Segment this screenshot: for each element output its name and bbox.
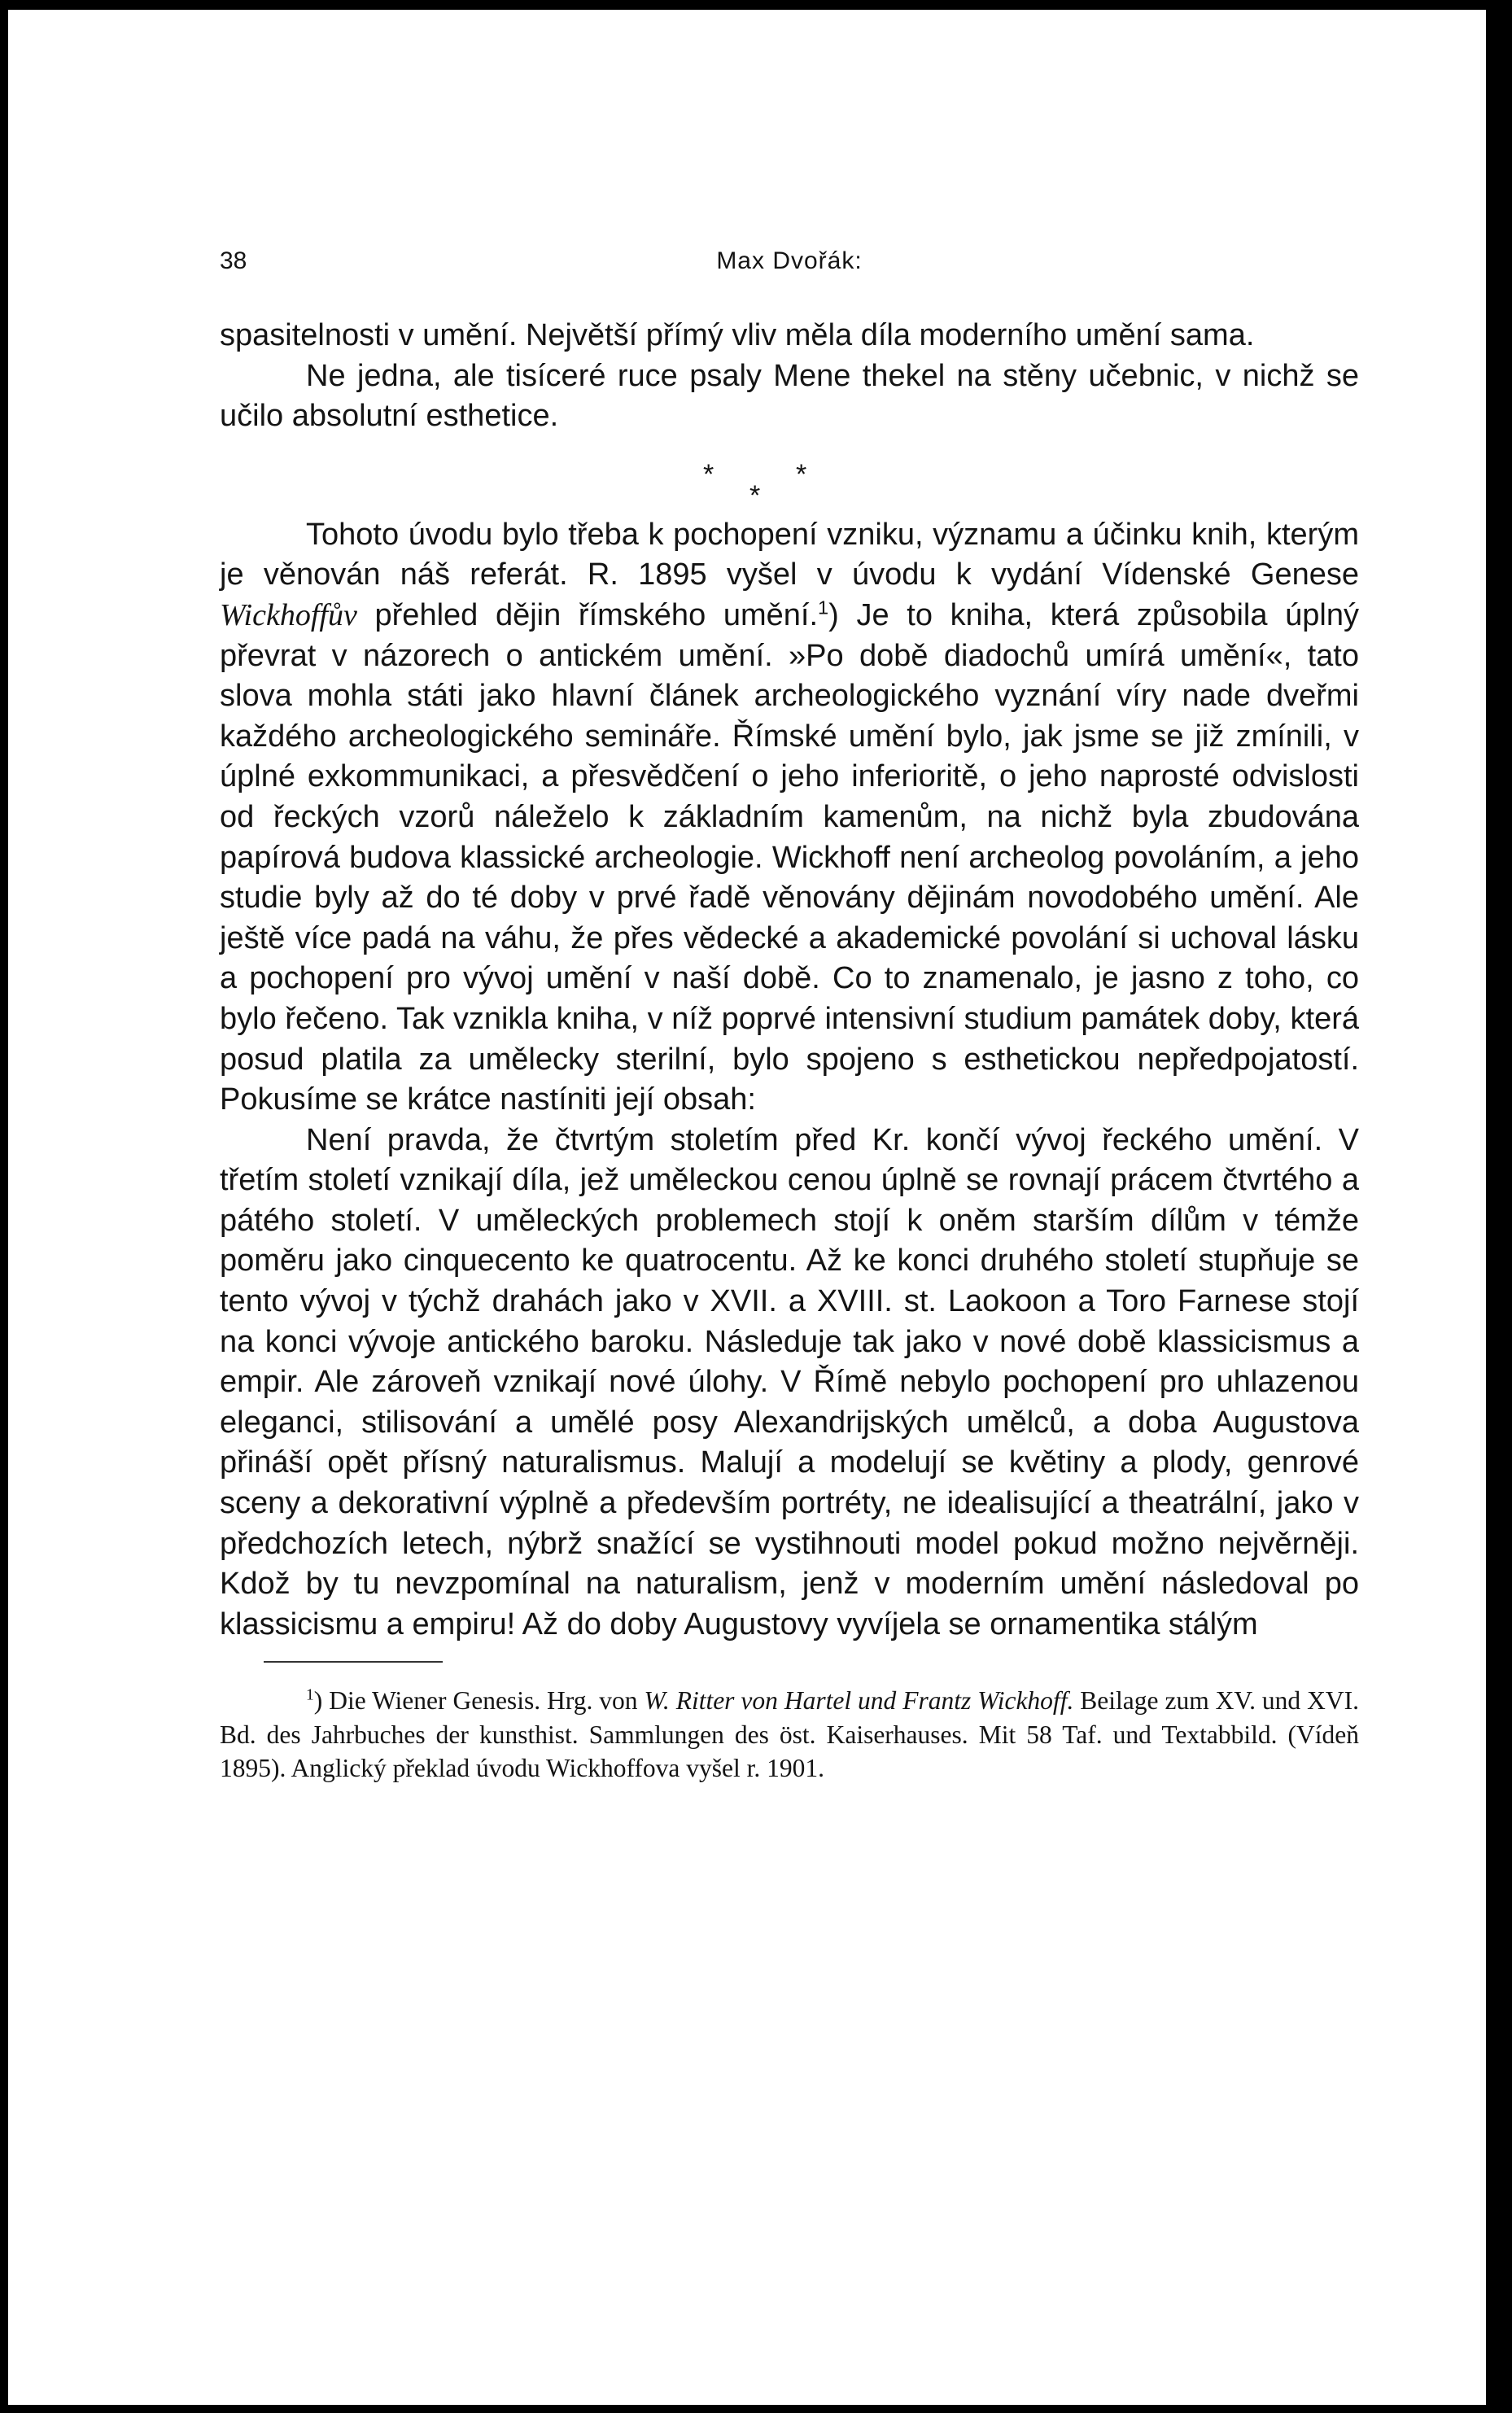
paragraph-4: Není pravda, že čtvrtým stoletím před Kr. končí vývoj řeckého umění. V třetím století vznikají díla, jež uměleckou cenou úplně se rovnají prácem čtvrtého a pátého století. V uměleckých problemech stojí k oněm starším dílům v témže poměru jako cinquecento ke quatrocentu. Až ke konci druhého století stupňuje se tento vývoj v týchž drahách jako v XVII. a XVIII. st. Laokoon a Toro Farnese stojí na konci vývoje antického baroku. Následuje tak jako v nové době klassicismus a empir. Ale zároveň vznikají nové úlohy. V Římě nebylo pochopení pro uhlazenou eleganci, stilisování a umělé posy Alexandrijských umělců, a doba Augustova přináší opět přísný naturalismus. Malují a modelují se květiny a plody, genrové sceny a dekorativní výplně a především portréty, ne idealisující a theatrální, jako v předchozích letech, nýbrž snažící se vystihnouti model pokud možno nejvěrněji. Kdož by tu nevzpomínal na naturalism, jenž v moderním umění následoval po klassicismu a empiru! Až do doby Augustovy vyvíjela se ornamentika stálým [220,1122,1359,1641]
paragraph-3-rest: ) Je to kniha, která způsobila úplný převrat v názorech o antickém umění. »Po době diadochů umírá umění«, tato slova mohla státi jako hlavní článek archeologického vyznání víry nade dveřmi každého archeologického semináře. Římské umění bylo, jak jsme se již zmínili, v úplné exkommunikaci, a přesvědčení o jeho inferioritě, o jeho naprosté odvislosti od řeckých vzorů náleželo k základním kamenům, na nichž byla zbudována papírová budova klassické archeologie. Wickhoff není archeolog povoláním, a jeho studie byly až do té doby v prvé řadě věnovány dějinám novodobého umění. Ale ještě více padá na váhu, že přes vědecké a akademické povolání si uchoval lásku a pochopení pro vývoj umění v naší době. Co to znamenalo, je jasno z toho, co bylo řečeno. Tak vznikla kniha, v níž poprvé intensivní studium památek doby, která posud platila za umělecky sterilní, bylo spojeno s esthetickou nepředpojatostí. Pokusíme se krátce nastíniti její obsah: [220,597,1359,1117]
running-title: Max Dvořák: [716,247,863,274]
scan-border-bottom [0,2405,1512,2413]
main-text [220,316,1359,1645]
author-name-italic: Wickhoffův [220,597,357,632]
paragraph-3-mid: přehled dějin římského umění. [356,597,819,632]
separator-star: * [703,458,714,490]
footnote-editors-italic: W. Ritter von Hartel und Frantz Wickhoff. [644,1686,1074,1716]
footnote-divider [264,1661,443,1663]
footnote-part-2: Beilage zum XV. und XVI. Bd. des Jahrbuches der kunsthist. Sammlungen des öst. Kaiserhauses. Mit 58 Taf. und Textabbild. (Vídeň 1895). Anglický překlad úvodu Wickhoffova vyšel r. 1901. [220,1686,1359,1783]
footnote [220,1684,1359,1786]
page-header [220,236,1359,285]
paragraph-3 [220,515,1359,1121]
scan-border-top [0,0,1512,10]
separator-star: * [796,458,807,490]
page-number: 38 [220,247,247,274]
footnote-text [220,1684,1359,1786]
footnote-reference[interactable]: 1 [818,597,829,619]
footnote-part-1: ) Die Wiener Genesis. Hrg. von [313,1686,645,1716]
section-separator [220,437,1359,515]
paragraph-1: spasitelnosti v umění. Největší přímý vliv měla díla moderního umění sama. [220,318,1255,352]
paragraph-3-start: Tohoto úvodu bylo třeba k pochopení vzniku, významu a účinku knih, kterým je věnován náš referát. R. 1895 vyšel v úvodu k vydání Vídenské Genese [220,517,1359,592]
book-page [220,236,1359,1786]
separator-star: * [749,479,761,511]
scan-border-right [1486,0,1512,2413]
scan-border-left [0,0,8,2413]
paragraph-2: Ne jedna, ale tisíceré ruce psaly Mene thekel na stěny učebnic, v nichž se učilo absolutní esthetice. [220,358,1359,434]
footnote-marker: 1 [306,1686,314,1704]
